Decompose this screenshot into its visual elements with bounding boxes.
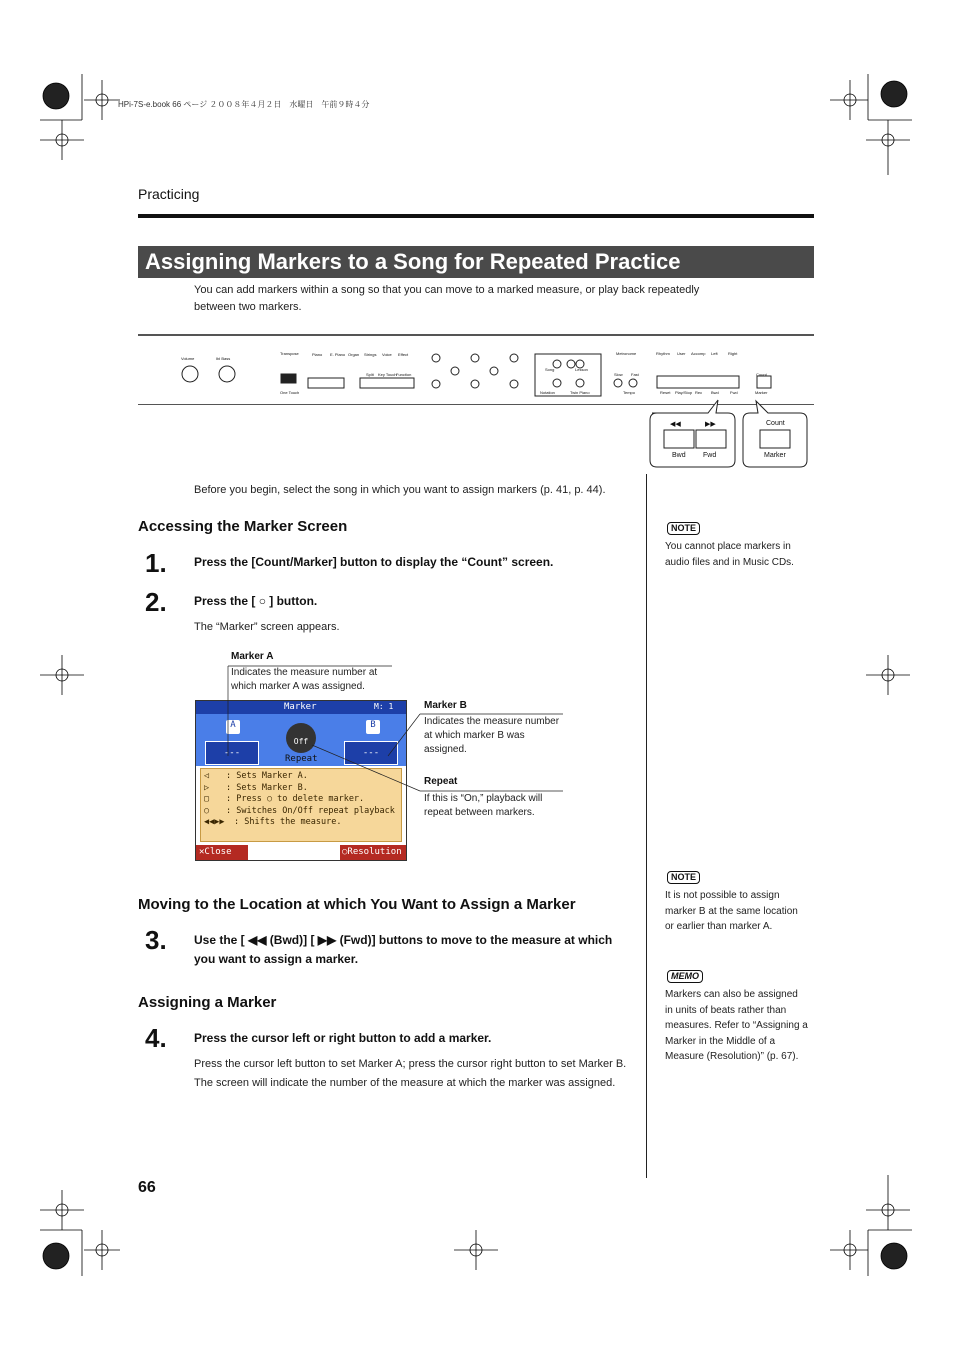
panel-label-rhythm: Rhythm	[656, 351, 670, 356]
panel-label-count: Count	[756, 372, 767, 377]
callout-forward-icon: ▶▶	[705, 421, 716, 428]
header-rule	[138, 214, 814, 218]
step-2-text: Press the [ ○ ] button.	[194, 594, 318, 608]
note-badge-2: NOTE	[667, 871, 700, 884]
panel-label-voice: Voice	[382, 352, 392, 357]
panel-label-volume: Volume	[181, 356, 195, 361]
panel-label-effect: Effect	[398, 352, 409, 357]
panel-label-right: Right	[728, 351, 738, 356]
screen-measure: M: 1	[374, 702, 394, 711]
panel-label-one-touch: One Touch	[280, 390, 300, 395]
panel-label-transpose: Transpose	[280, 351, 299, 356]
panel-label-tempo: Tempo	[623, 390, 636, 395]
marker-b-value[interactable]: ---	[344, 741, 398, 765]
panel-label-piano: Piano	[312, 352, 323, 357]
section-assigning-marker: Assigning a Marker	[138, 994, 277, 1011]
panel-label-function: Function	[396, 372, 412, 377]
callout-repeat-text: If this is “On,” playback will repeat between markers.	[424, 793, 543, 818]
panel-label-slow: Slow	[614, 372, 623, 377]
panel-label-lesson: Lesson	[575, 367, 588, 372]
callout-marker-a-text: Indicates the measure number at which marker A was assigned.	[231, 667, 378, 692]
marker-a-flag-icon: A	[226, 720, 240, 734]
repeat-toggle[interactable]: Off	[286, 723, 316, 753]
panel-label-fast: Fast	[631, 372, 639, 377]
panel-label-notation: Notation	[540, 390, 555, 395]
panel-label-fwd: Fwd	[730, 390, 738, 395]
before-you-begin: Before you begin, select the song in which you want to assign markers (p. 41, p. 44).	[194, 484, 606, 496]
panel-label-rec: Rec	[695, 390, 703, 395]
panel-label-metronome: Metronome	[616, 351, 637, 356]
button-callouts	[640, 396, 814, 472]
step-4-sub: Press the cursor left button to set Marker A; press the cursor right button to set Marker B. The screen will indicate the number of the measure at which the marker was assigned.	[194, 1058, 627, 1089]
section-accessing-marker-screen: Accessing the Marker Screen	[138, 518, 348, 535]
note-2-text: It is not possible to assign marker B at the same location or earlier than marker A.	[665, 890, 798, 932]
memo-badge: MEMO	[667, 970, 703, 983]
step-4-text: Press the cursor left or right button to add a marker.	[194, 1031, 492, 1045]
intro-paragraph: You can add markers within a song so that you can move to a marked measure, or play back repeatedly between two markers.	[194, 284, 700, 313]
panel-label-twin-piano: Twin Piano	[570, 390, 590, 395]
running-header: Practicing	[138, 186, 200, 202]
step-2-sub: The “Marker” screen appears.	[194, 621, 340, 633]
panel-label-left: Left	[711, 351, 718, 356]
panel-label-play-stop: Play/Stop	[675, 390, 693, 395]
panel-label-accomp: Accomp	[691, 351, 706, 356]
section-moving-location: Moving to the Location at which You Want to Assign a Marker	[138, 896, 576, 913]
step-2-number: 2.	[145, 587, 167, 617]
panel-label-bwd: Bwd	[711, 390, 719, 395]
note-badge-1: NOTE	[667, 522, 700, 535]
panel-label-marker: Marker	[755, 390, 768, 395]
column-divider	[646, 474, 647, 1178]
marker-screen	[195, 700, 407, 861]
callout-marker-b-title: Marker B	[424, 700, 467, 711]
callout-marker-b-text: Indicates the measure number at which marker B was assigned.	[424, 716, 560, 755]
repeat-label: Repeat	[285, 754, 318, 764]
screen-help-lines: ◁ : Sets Marker A. ▷ : Sets Marker B. ▢ : Press ○ to delete marker. ○ : Switches On/Off repeat playback ◀◀▶▶ : Shifts the measure.	[204, 771, 395, 827]
panel-label-reset: Reset	[660, 390, 671, 395]
panel-label-strings: Strings	[364, 352, 377, 357]
callout-rewind-icon: ◀◀	[670, 421, 681, 428]
panel-label-song: Song	[545, 367, 555, 372]
memo-text: Markers can also be assigned in units of beats rather than measures. Refer to “Assigning a Marker in the Middle of a Measure (Resolution)” (p. 67).	[665, 989, 808, 1062]
page-number: 66	[138, 1179, 156, 1196]
title-bar	[138, 246, 814, 278]
panel-label-organ: Organ	[348, 352, 360, 357]
panel-label-user: User	[677, 351, 686, 356]
screen-close-button[interactable]: ✕Close	[199, 847, 232, 857]
note-1-text: You cannot place markers in audio files and in Music CDs.	[665, 541, 794, 568]
callout-marker-a-title: Marker A	[231, 651, 274, 662]
panel-label-e-piano: E. Piano	[330, 352, 346, 357]
callout-count-label: Count	[766, 420, 785, 427]
screen-resolution-button[interactable]: ○Resolution	[342, 847, 402, 857]
file-info: HPi-7S-e.book 66 ページ ２００８年４月２日 水曜日 午前９時４分	[118, 100, 370, 109]
step-1-text: Press the [Count/Marker] button to display the “Count” screen.	[194, 555, 554, 569]
marker-b-flag-icon: B	[366, 720, 380, 734]
marker-a-value[interactable]: ---	[205, 741, 259, 765]
callout-repeat-title: Repeat	[424, 776, 458, 787]
step-3-number: 3.	[145, 925, 167, 955]
step-1-number: 1.	[145, 548, 167, 578]
callout-marker-label: Marker	[764, 452, 786, 459]
panel-label-key-touch: Key Touch	[378, 372, 397, 377]
step-3-text: Use the [ ◀◀ (Bwd)] [ ▶▶ (Fwd)] buttons to move to the measure at which you want to assign a marker.	[194, 933, 613, 966]
panel-label-ibl-bass: Ibl Bass	[216, 356, 231, 361]
page-title: Assigning Markers to a Song for Repeated Practice	[145, 249, 681, 274]
step-4-number: 4.	[145, 1023, 167, 1053]
callout-fwd-label: Fwd	[703, 452, 717, 459]
panel-label-split: Split	[366, 372, 374, 377]
callout-bwd-label: Bwd	[672, 452, 686, 459]
screen-title: Marker	[284, 702, 317, 712]
